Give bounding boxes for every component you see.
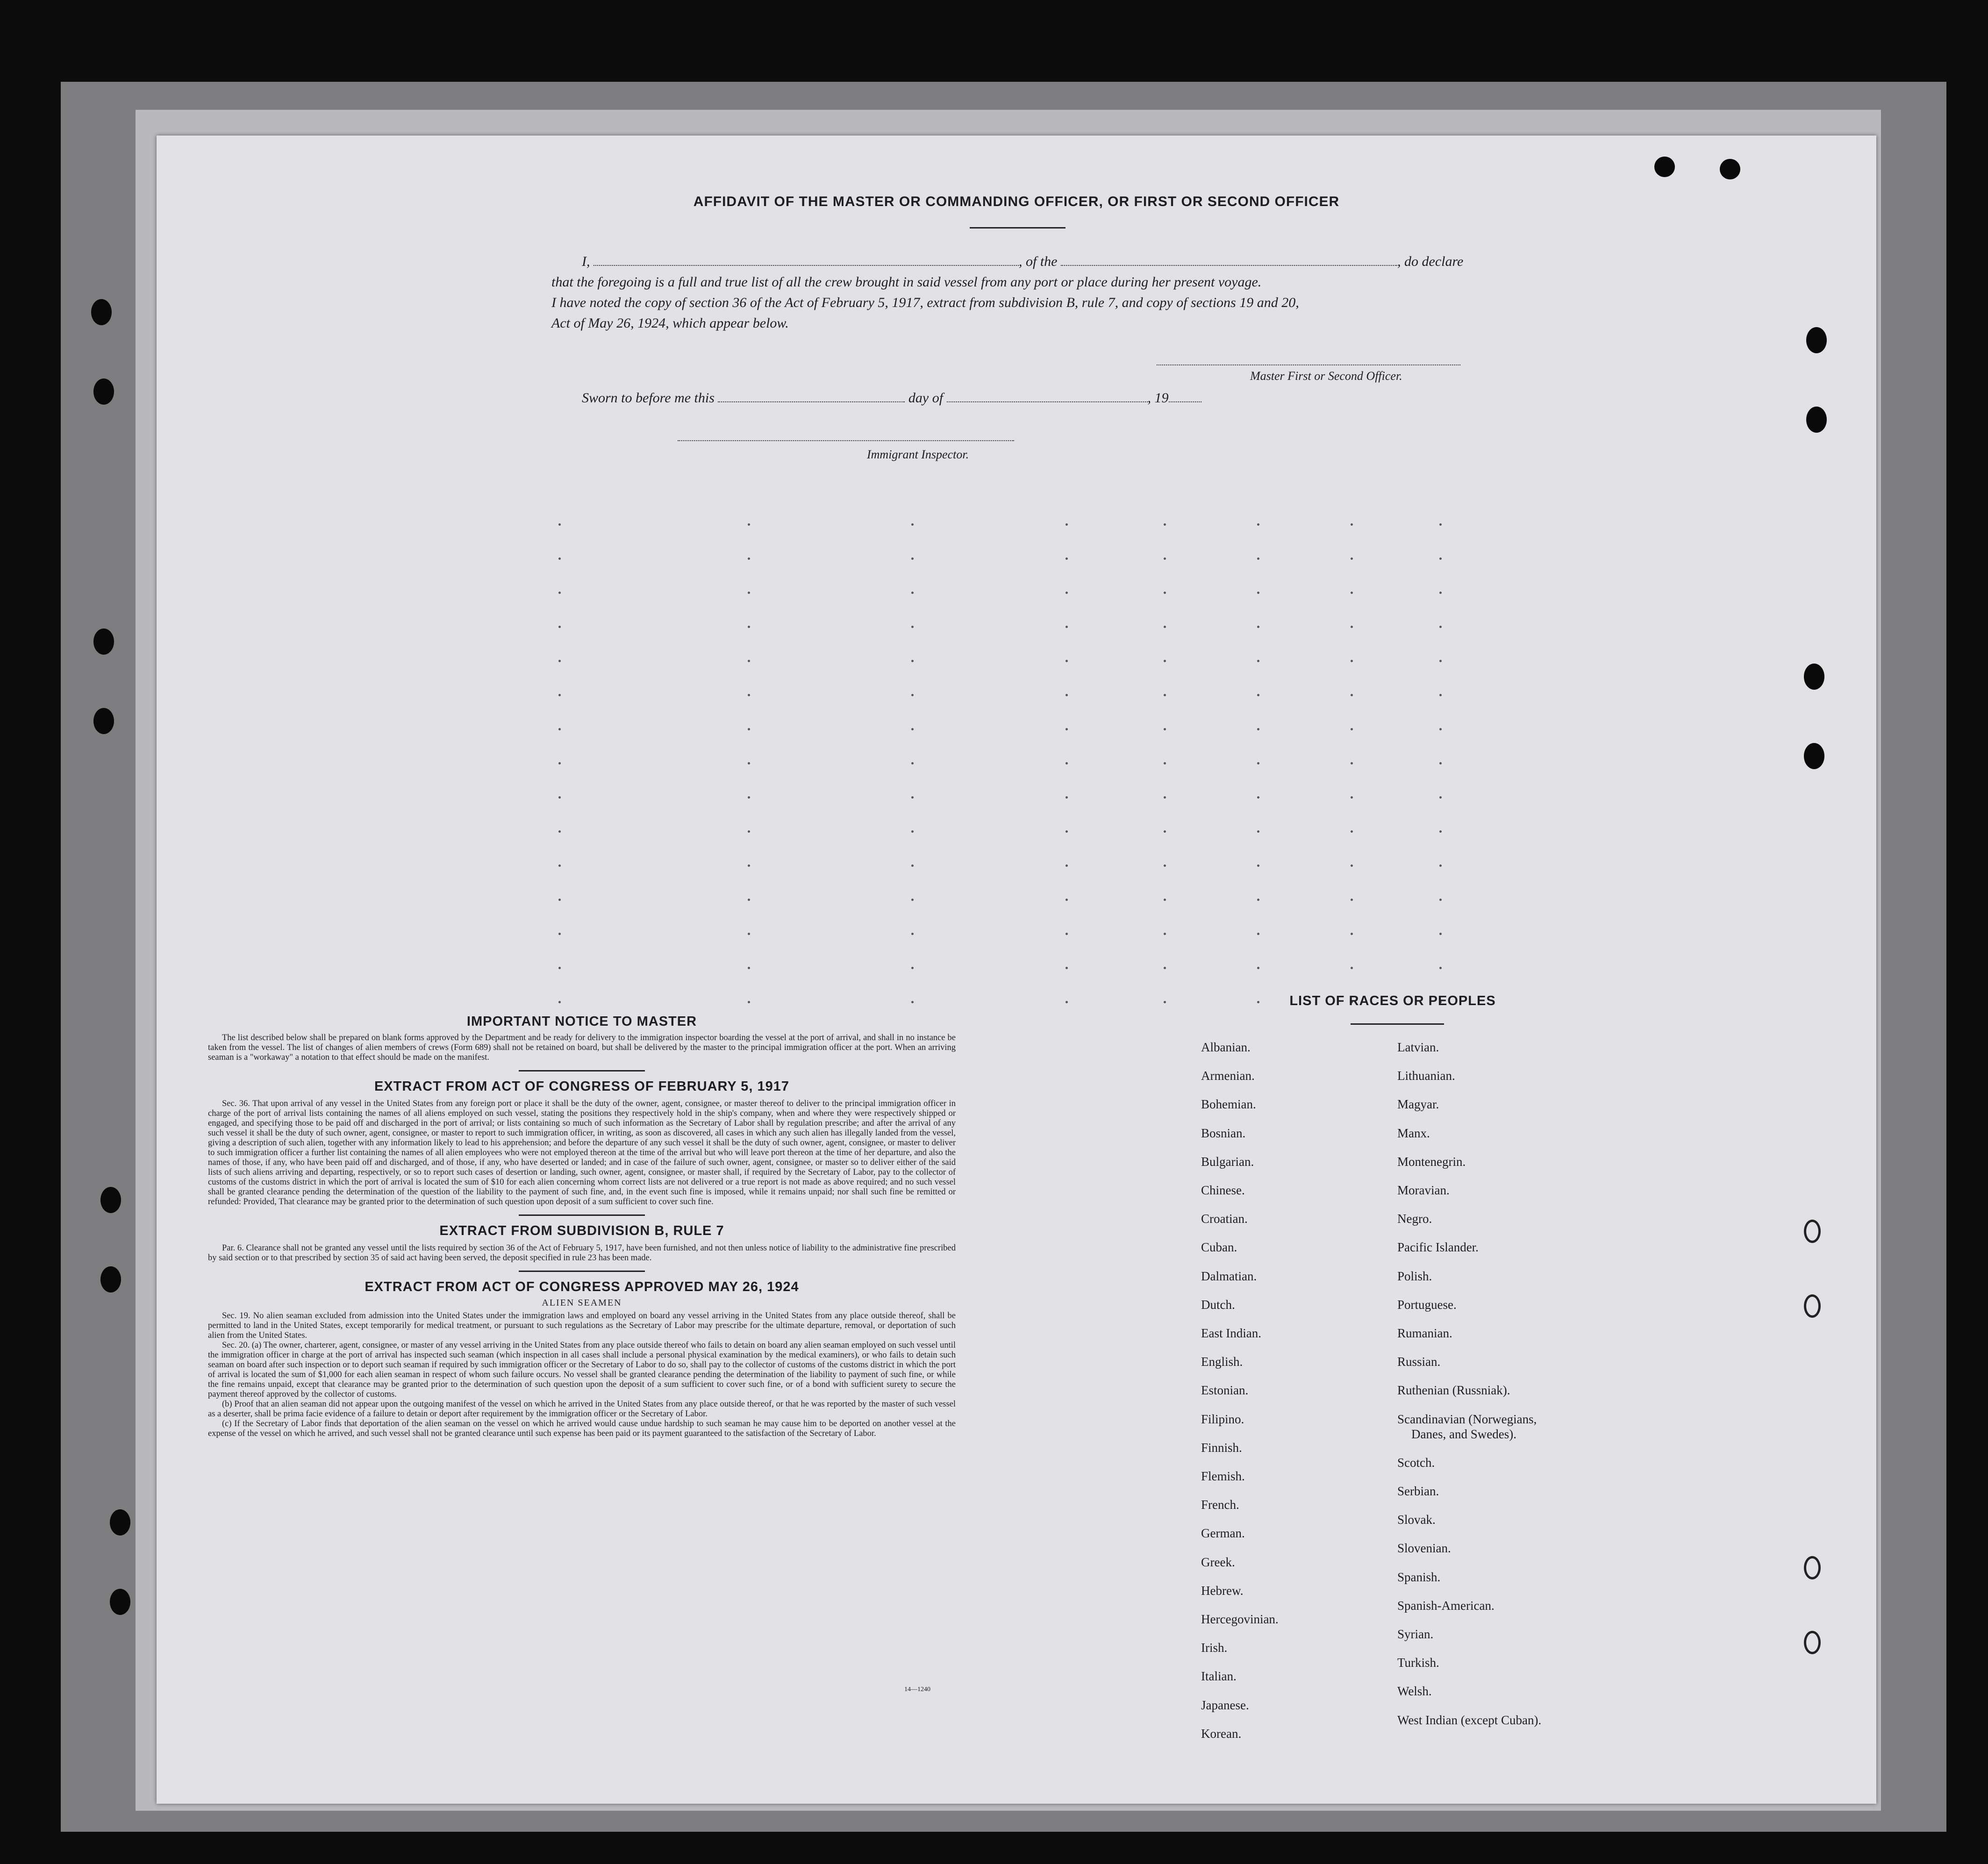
year-prefix: , 19 bbox=[1147, 390, 1169, 406]
guide-dot bbox=[911, 694, 914, 696]
day-of-label: day of bbox=[908, 390, 944, 406]
guide-dot bbox=[1351, 523, 1353, 526]
guide-dot bbox=[1351, 694, 1353, 696]
guide-dot bbox=[748, 523, 750, 526]
race-item: Italian. bbox=[1201, 1669, 1237, 1684]
guide-dot bbox=[1164, 626, 1166, 628]
guide-dot bbox=[1164, 1001, 1166, 1003]
guide-dot bbox=[1351, 899, 1353, 901]
guide-dot bbox=[1164, 728, 1166, 730]
guide-dot bbox=[748, 933, 750, 935]
punch-hole bbox=[110, 1589, 130, 1615]
notice-text: The list described below shall be prepared on blank forms approved by the Department and be ready for delivery to the immigration inspector boarding the vessel at the port of arrival, and shall in no instance be taken from the vessel. The list of changes of alien members of crews (Form 689) shall not be retained on board, but shall be delivered by the master to the principal immigration officer at the port. When an arriving seaman is a "workaway" a notation to that effect should be made on the manifest. bbox=[208, 1033, 956, 1062]
guide-dot bbox=[1164, 557, 1166, 560]
guide-dot bbox=[748, 864, 750, 867]
guide-dot bbox=[1257, 933, 1259, 935]
guide-dot bbox=[748, 762, 750, 764]
race-item: Korean. bbox=[1201, 1726, 1242, 1741]
guide-dot bbox=[911, 967, 914, 969]
alien-seamen-subtitle: ALIEN SEAMEN bbox=[542, 1298, 622, 1308]
guide-dot bbox=[1066, 523, 1068, 526]
guide-dot bbox=[911, 557, 914, 560]
guide-dot bbox=[1066, 830, 1068, 833]
race-item: Polish. bbox=[1397, 1269, 1432, 1283]
race-item: Syrian. bbox=[1397, 1627, 1434, 1641]
guide-dot bbox=[911, 592, 914, 594]
affidavit-line-3: I have noted the copy of section 36 of the Act of February 5, 1917, extract from subdivision B, rule 7, and copy of sections 19 and 20, bbox=[551, 295, 1299, 310]
guide-dot bbox=[1066, 626, 1068, 628]
guide-dot bbox=[558, 694, 561, 696]
guide-dot bbox=[1439, 728, 1442, 730]
guide-dot bbox=[1164, 830, 1166, 833]
punch-hole bbox=[1804, 743, 1824, 769]
guide-dot bbox=[748, 967, 750, 969]
guide-dot bbox=[1257, 864, 1259, 867]
guide-dot bbox=[558, 933, 561, 935]
extract-rule7-rule bbox=[519, 1271, 645, 1272]
race-item: Chinese. bbox=[1201, 1183, 1245, 1197]
guide-dot bbox=[911, 899, 914, 901]
vessel-blank[interactable] bbox=[1061, 253, 1397, 266]
guide-dot bbox=[1257, 592, 1259, 594]
guide-dot bbox=[748, 796, 750, 799]
punch-hole bbox=[100, 1187, 121, 1213]
race-item: Scandinavian (Norwegians, bbox=[1397, 1412, 1537, 1426]
sworn-month-blank[interactable] bbox=[947, 389, 1148, 402]
sec-19-text: Sec. 19. No alien seaman excluded from admission into the United States under the immigration laws and employed on board any vessel arriving in the United States from any place outside thereof, shall be permitted to land in the United States, except temporarily for medical treatment, or pursuant to such regulations as the Secretary of Labor may prescribe for the ultimate departure, removal, or deportation of such alien from the United States. bbox=[208, 1311, 956, 1340]
guide-dot bbox=[1066, 864, 1068, 867]
sworn-year-blank[interactable] bbox=[1169, 389, 1201, 402]
affidavit-i-label: I, bbox=[582, 254, 590, 269]
punch-hole-ring bbox=[1804, 1631, 1821, 1654]
race-item: Japanese. bbox=[1201, 1698, 1249, 1712]
guide-dot bbox=[911, 864, 914, 867]
notice-block bbox=[208, 1014, 956, 1439]
race-item: Scotch. bbox=[1397, 1455, 1435, 1470]
guide-dot bbox=[1439, 933, 1442, 935]
affidavit-line-2: that the foregoing is a full and true list of all the crew brought in said vessel from any port or place during her present voyage. bbox=[551, 274, 1262, 290]
race-item: Irish. bbox=[1201, 1641, 1228, 1655]
guide-dot bbox=[1257, 830, 1259, 833]
guide-dot bbox=[1164, 899, 1166, 901]
guide-dot bbox=[558, 728, 561, 730]
guide-dot bbox=[558, 899, 561, 901]
guide-dot bbox=[558, 626, 561, 628]
race-item: Turkish. bbox=[1397, 1656, 1439, 1670]
sworn-label: Sworn to before me this bbox=[582, 390, 715, 406]
guide-dot bbox=[911, 626, 914, 628]
sec-20c-text: (c) If the Secretary of Labor finds that deportation of the alien seaman on the vessel on which he arrived would cause undue hardship to such seaman he may cause him to be deported on another vessel at the expense of the vessel on which he arrived, and such vessel shall not be granted clearance until such expense has been paid or its payment guaranteed to the satisfaction of the Secretary of Labor. bbox=[208, 1419, 956, 1438]
guide-dot bbox=[911, 762, 914, 764]
guide-dot bbox=[1257, 660, 1259, 662]
guide-dot bbox=[1439, 762, 1442, 764]
guide-dot bbox=[558, 592, 561, 594]
race-item: Spanish-American. bbox=[1397, 1598, 1495, 1613]
affidavit-title: AFFIDAVIT OF THE MASTER OR COMMANDING OFFICER, OR FIRST OR SECOND OFFICER bbox=[693, 194, 1340, 209]
guide-dot bbox=[911, 728, 914, 730]
guide-dot bbox=[1164, 694, 1166, 696]
guide-dot bbox=[748, 899, 750, 901]
race-item: Lithuanian. bbox=[1397, 1069, 1455, 1083]
guide-dot bbox=[1439, 626, 1442, 628]
sworn-day-blank[interactable] bbox=[718, 389, 905, 402]
guide-dot bbox=[1439, 864, 1442, 867]
race-item: Greek. bbox=[1201, 1555, 1235, 1569]
notice-rule bbox=[519, 1070, 645, 1071]
master-signature-line[interactable] bbox=[1157, 364, 1460, 365]
guide-dot bbox=[911, 660, 914, 662]
guide-dot bbox=[1351, 762, 1353, 764]
guide-dot bbox=[1257, 728, 1259, 730]
affidavit-line-4: Act of May 26, 1924, which appear below. bbox=[551, 315, 789, 331]
guide-dot bbox=[1351, 592, 1353, 594]
guide-dot bbox=[1257, 796, 1259, 799]
guide-dot bbox=[1066, 933, 1068, 935]
guide-dot bbox=[1351, 967, 1353, 969]
punch-hole bbox=[1806, 407, 1827, 433]
guide-dot bbox=[1164, 864, 1166, 867]
punch-hole bbox=[1654, 157, 1675, 177]
race-item: Danes, and Swedes). bbox=[1411, 1427, 1516, 1441]
guide-dot bbox=[1164, 796, 1166, 799]
form-number: 14—1240 bbox=[904, 1686, 930, 1693]
guide-dot bbox=[1066, 728, 1068, 730]
race-item: French. bbox=[1201, 1498, 1239, 1512]
guide-dot bbox=[1439, 694, 1442, 696]
race-item: German. bbox=[1201, 1526, 1245, 1541]
punch-hole bbox=[1806, 327, 1827, 353]
guide-dot bbox=[1164, 523, 1166, 526]
race-item: Portuguese. bbox=[1397, 1297, 1457, 1312]
extract-1917-title: EXTRACT FROM ACT OF CONGRESS OF FEBRUARY 5, 1917 bbox=[374, 1079, 790, 1094]
race-item: Bulgarian. bbox=[1201, 1154, 1254, 1169]
guide-dot bbox=[911, 796, 914, 799]
guide-dot bbox=[1066, 694, 1068, 696]
race-item: Rumanian. bbox=[1397, 1326, 1452, 1340]
race-item: Bohemian. bbox=[1201, 1097, 1256, 1112]
guide-dot bbox=[1164, 762, 1166, 764]
race-item: Dutch. bbox=[1201, 1297, 1235, 1312]
sworn-line bbox=[582, 388, 1201, 408]
guide-dot bbox=[1257, 694, 1259, 696]
guide-dot bbox=[1351, 796, 1353, 799]
guide-dot bbox=[1066, 762, 1068, 764]
guide-dot bbox=[1351, 933, 1353, 935]
race-item: Finnish. bbox=[1201, 1440, 1242, 1455]
race-item: Albanian. bbox=[1201, 1040, 1251, 1054]
guide-dot bbox=[748, 592, 750, 594]
guide-dot bbox=[558, 830, 561, 833]
race-item: Manx. bbox=[1397, 1126, 1430, 1140]
guide-dot bbox=[1066, 967, 1068, 969]
race-item: Cuban. bbox=[1201, 1240, 1237, 1255]
guide-dot bbox=[558, 557, 561, 560]
extract-1924-title: EXTRACT FROM ACT OF CONGRESS APPROVED MAY 26, 1924 bbox=[365, 1279, 799, 1294]
guide-dot bbox=[1257, 899, 1259, 901]
guide-dot bbox=[1351, 557, 1353, 560]
race-item: Russian. bbox=[1397, 1355, 1441, 1369]
races-title: LIST OF RACES OR PEOPLES bbox=[1289, 993, 1496, 1008]
guide-dot bbox=[1351, 626, 1353, 628]
guide-dot bbox=[558, 762, 561, 764]
guide-dot bbox=[1439, 796, 1442, 799]
guide-dot bbox=[1164, 660, 1166, 662]
race-item: Negro. bbox=[1397, 1212, 1432, 1226]
guide-dot bbox=[1164, 933, 1166, 935]
punch-hole-ring bbox=[1804, 1556, 1821, 1579]
race-item: East Indian. bbox=[1201, 1326, 1261, 1340]
race-item: Hercegovinian. bbox=[1201, 1612, 1279, 1626]
race-item: Magyar. bbox=[1397, 1097, 1439, 1112]
guide-dot bbox=[1351, 864, 1353, 867]
punch-hole bbox=[93, 708, 114, 734]
guide-dot bbox=[1257, 626, 1259, 628]
guide-dot bbox=[558, 660, 561, 662]
guide-dot bbox=[1351, 830, 1353, 833]
guide-dot bbox=[1066, 899, 1068, 901]
race-item: Armenian. bbox=[1201, 1069, 1255, 1083]
guide-dot bbox=[1439, 830, 1442, 833]
guide-dot bbox=[1439, 557, 1442, 560]
guide-dot bbox=[558, 523, 561, 526]
race-item: Welsh. bbox=[1397, 1684, 1432, 1699]
guide-dot bbox=[748, 694, 750, 696]
guide-dot bbox=[1164, 967, 1166, 969]
race-item: Croatian. bbox=[1201, 1212, 1248, 1226]
sec-20b-text: (b) Proof that an alien seaman did not appear upon the outgoing manifest of the vessel on which he arrived in the United States from any place outside thereof, or that he was reported by the master of such vessel as a deserter, shall be prima facie evidence of a failure to detain or deport after requirement by the immigration officer or the Secretary of Labor. bbox=[208, 1400, 956, 1419]
guide-dot bbox=[1257, 557, 1259, 560]
name-blank[interactable] bbox=[594, 253, 1019, 266]
guide-dot bbox=[1066, 1001, 1068, 1003]
guide-dot bbox=[558, 864, 561, 867]
guide-dot bbox=[1351, 660, 1353, 662]
guide-dot bbox=[911, 933, 914, 935]
guide-dot bbox=[748, 626, 750, 628]
master-signature-caption: Master First or Second Officer. bbox=[1250, 369, 1402, 383]
punch-hole-ring bbox=[1804, 1294, 1821, 1318]
guide-dot bbox=[1351, 728, 1353, 730]
extract-rule7-text: Par. 6. Clearance shall not be granted any vessel until the lists required by section 36 of the Act of February 5, 1917, have been furnished, and not then unless notice of liability to the administrative fine prescribed by said section or to that prescribed by section 35 of said act having been served, the deposit specified in rule 23 has been made. bbox=[208, 1243, 956, 1263]
race-item: Latvian. bbox=[1397, 1040, 1439, 1054]
affidavit-title-rule bbox=[970, 227, 1066, 229]
race-item: Pacific Islander. bbox=[1397, 1240, 1479, 1255]
punch-hole bbox=[1720, 159, 1740, 179]
extract-rule7-title: EXTRACT FROM SUBDIVISION B, RULE 7 bbox=[439, 1223, 724, 1238]
guide-dot bbox=[1066, 592, 1068, 594]
races-title-rule bbox=[1351, 1023, 1444, 1025]
guide-dot bbox=[1439, 523, 1442, 526]
race-item: Ruthenian (Russniak). bbox=[1397, 1383, 1510, 1398]
guide-dot bbox=[911, 1001, 914, 1003]
sec-20a-text: Sec. 20. (a) The owner, charterer, agent, consignee, or master of any vessel arriving in the United States from any place outside thereof who fails to detain on board any alien seaman employed on such vessel until the immigration officer in charge at the port of arrival has inspected such seaman (which inspection in all cases shall include a personal physical examination by the medical examiners), or who fails to detain such seaman on board after such inspection or to deport such seaman if required by such immigration officer or the Secretary of Labor to do so, shall pay to the collector of customs of the customs district in which the port of arrival is located the sum of $1,000 for each alien seaman in respect of whom such failure occurs. No vessel shall be granted clearance pending the determination of the liability to payment of such fine, or while the fine remains unpaid, except that clearance may be granted prior to the determination of such question upon the deposit of a sum sufficient to cover such fine, or of a bond with sufficient surety to secure the payment thereof approved by the collector of customs. bbox=[208, 1341, 956, 1399]
extract-1917-rule bbox=[519, 1214, 645, 1216]
race-item: Montenegrin. bbox=[1397, 1154, 1466, 1169]
guide-dot bbox=[1066, 796, 1068, 799]
inspector-signature-line[interactable] bbox=[678, 440, 1014, 441]
guide-dot bbox=[1066, 660, 1068, 662]
punch-hole bbox=[93, 379, 114, 405]
race-item: English. bbox=[1201, 1355, 1243, 1369]
race-item: Dalmatian. bbox=[1201, 1269, 1257, 1283]
extract-1917-text: Sec. 36. That upon arrival of any vessel in the United States from any foreign port or place it shall be the duty of the owner, agent, consignee, or master thereof to deliver to the principal immigration officer in charge of the port of arrival lists containing the names of all aliens employed on such vessel, stating the positions they respectively hold in the ship's company, when and where they were respectively shipped or engaged, and specifying those to be paid off and discharged in the port of arrival; or lists containing so much of such information as the Secretary of Labor shall by regulation prescribe; and after the arrival of any such vessel it shall be the duty of such owner, agent, consignee, or master to report to such immigration officer, in writing, as soon as discovered, all cases in which any such alien has illegally landed from the vessel, giving a description of such alien, together with any information likely to lead to his apprehension; and before the departure of any such vessel it shall be the duty of such owner, agent, consignee, or master to deliver to such immigration officer a further list containing the names of all alien employees who were not employed thereon at the time of the arrival but who will leave port thereon at the time of her departure, and also the names of those, if any, who have been paid off and discharged, and of those, if any, who have deserted or landed; and in case of the failure of such owner, agent, consignee, or master so to deliver either of the said lists of such aliens arriving and departing, respectively, or so to report such cases of desertion or landing, such owner, agent, consignee, or master shall, if required by the Secretary of Labor, pay to the collector of customs of the customs district in which the port of arrival is located the sum of $10 for each alien concerning whom correct lists are not delivered or a true report is not made as above required; and no such vessel shall be granted clearance pending the determination of the question of the liability to the payment of such fine, and, in the event such fine is imposed, while it remains unpaid; nor shall such fine be remitted or refunded: Provided, That clearance may be granted prior to the determination of such question upon deposit of a sum sufficient to cover such fine. bbox=[208, 1099, 956, 1207]
guide-dot bbox=[748, 557, 750, 560]
race-item: Filipino. bbox=[1201, 1412, 1244, 1426]
punch-hole bbox=[100, 1266, 121, 1293]
race-item: Hebrew. bbox=[1201, 1583, 1244, 1598]
punch-hole bbox=[93, 628, 114, 655]
race-item: Slovak. bbox=[1397, 1513, 1436, 1527]
guide-dot bbox=[1164, 592, 1166, 594]
punch-hole bbox=[1804, 664, 1824, 690]
guide-dot bbox=[558, 967, 561, 969]
notice-title: IMPORTANT NOTICE TO MASTER bbox=[466, 1014, 697, 1029]
race-item: Bosnian. bbox=[1201, 1126, 1246, 1140]
punch-hole bbox=[91, 299, 112, 325]
guide-dot bbox=[911, 830, 914, 833]
declare-label: , do declare bbox=[1397, 254, 1464, 269]
punch-hole-ring bbox=[1804, 1220, 1821, 1243]
guide-dot bbox=[558, 796, 561, 799]
guide-dot bbox=[1257, 967, 1259, 969]
race-item: Estonian. bbox=[1201, 1383, 1249, 1398]
race-item: Serbian. bbox=[1397, 1484, 1439, 1498]
inspector-signature-caption: Immigrant Inspector. bbox=[867, 448, 969, 461]
punch-hole bbox=[110, 1509, 130, 1535]
race-item: Slovenian. bbox=[1397, 1541, 1451, 1556]
guide-dot bbox=[1439, 592, 1442, 594]
race-item: Spanish. bbox=[1397, 1570, 1441, 1584]
guide-dot bbox=[1439, 660, 1442, 662]
guide-dot bbox=[1257, 523, 1259, 526]
race-item: West Indian (except Cuban). bbox=[1397, 1713, 1542, 1727]
guide-dot bbox=[748, 830, 750, 833]
of-the-label: , of the bbox=[1019, 254, 1058, 269]
guide-dot bbox=[748, 728, 750, 730]
guide-dot bbox=[748, 660, 750, 662]
guide-dot bbox=[1257, 762, 1259, 764]
race-item: Flemish. bbox=[1201, 1469, 1245, 1483]
guide-dot bbox=[558, 1001, 561, 1003]
guide-dot bbox=[748, 1001, 750, 1003]
guide-dot bbox=[1066, 557, 1068, 560]
affidavit-line-1 bbox=[582, 251, 1463, 272]
guide-dot bbox=[911, 523, 914, 526]
race-item: Moravian. bbox=[1397, 1183, 1450, 1197]
guide-dot bbox=[1439, 967, 1442, 969]
guide-dot bbox=[1439, 899, 1442, 901]
manifest-page bbox=[157, 136, 1876, 1804]
